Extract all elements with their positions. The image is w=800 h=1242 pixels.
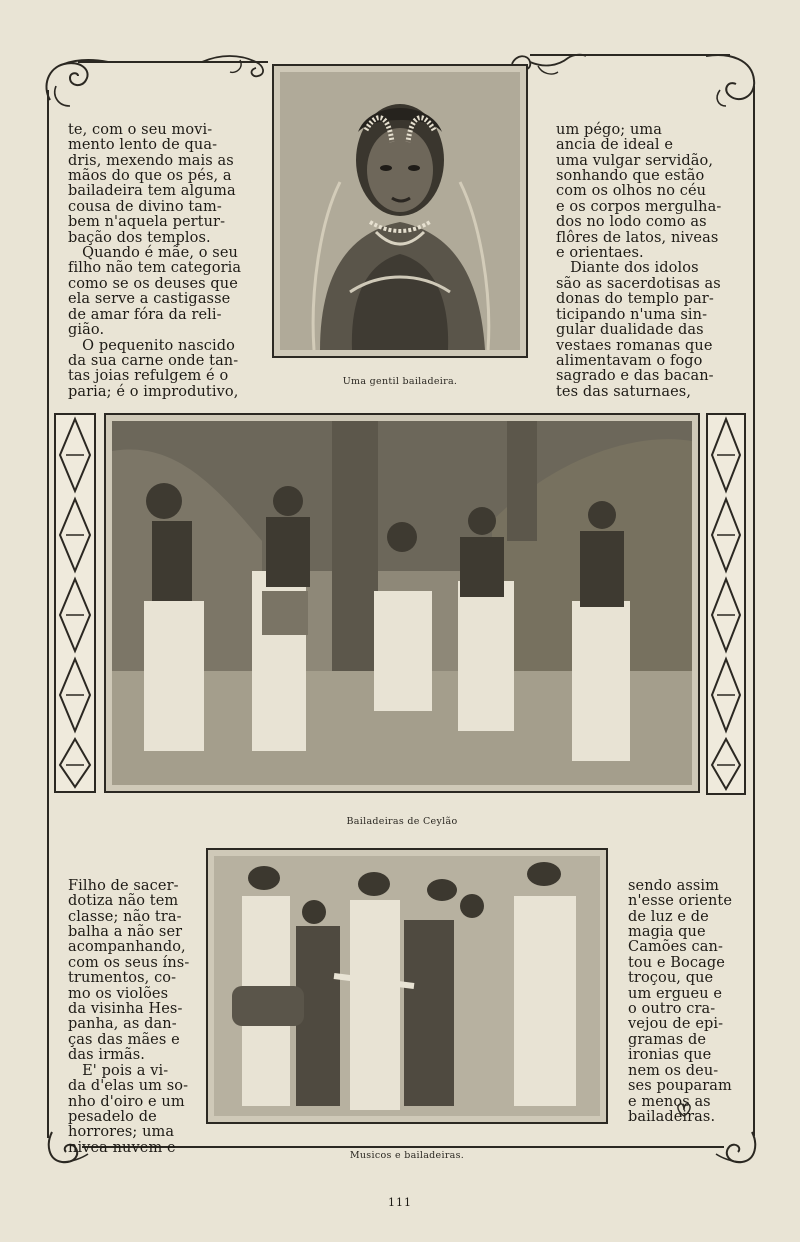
frame-left	[47, 90, 49, 1138]
text-line: bailadeiras.	[628, 1108, 716, 1125]
text-line: uma vulgar servidão,	[556, 152, 714, 169]
text-line: paria; é o improdutivo,	[68, 383, 239, 400]
text-line: Camões can-	[628, 939, 723, 956]
page-number: 111	[388, 1196, 412, 1209]
text-line: com os olhos no céu	[556, 183, 707, 200]
text-line: da sua carne onde tan-	[68, 352, 239, 369]
text-line: bailadeira tem alguma	[68, 183, 236, 200]
text-line: o outro cra-	[628, 1001, 716, 1018]
musicians-photo	[206, 848, 608, 1124]
top-left-column	[68, 92, 248, 431]
caption-top: Uma gentil bailadeira.	[342, 376, 458, 387]
text-line: nho d'oiro e um	[68, 1093, 185, 1110]
corner-ornament-top-center	[200, 52, 272, 80]
text-line: um ergueu e	[628, 985, 723, 1002]
text-line: mãos do que os pés, a	[68, 168, 232, 185]
text-line: sonhando que estão	[556, 168, 705, 185]
frame-right	[753, 86, 755, 1136]
text-line: das irmãs.	[68, 1047, 145, 1064]
text-line: E' pois a vi-	[68, 1062, 169, 1079]
text-line: classe; não tra-	[68, 908, 182, 925]
text-line: ela serve a castigasse	[68, 291, 231, 308]
text-line: trumentos, co-	[68, 970, 177, 987]
text-line: acompanhando,	[68, 939, 186, 956]
text-line: bação dos templos.	[68, 229, 211, 246]
text-line: de luz e de	[628, 908, 709, 925]
text-line: dris, mexendo mais as	[68, 152, 234, 169]
text-line: de amar fóra da reli-	[68, 306, 222, 323]
group-image	[112, 421, 692, 785]
ornament-band-left	[54, 413, 96, 793]
text-line: como se os deuses que	[68, 275, 238, 292]
text-line: mento lento de qua-	[68, 137, 218, 154]
text-line: são as sacerdotisas as	[556, 275, 721, 292]
text-line: vestaes romanas que	[556, 337, 713, 354]
group-photo-ceylon	[104, 413, 700, 793]
text-line: nivea nuvem e	[68, 1139, 176, 1156]
text-line: e menos as	[628, 1093, 711, 1110]
text-line: Diante dos idolos	[556, 260, 699, 277]
text-line: mo os violões	[68, 985, 169, 1002]
text-line: panha, as dan-	[68, 1016, 177, 1033]
text-line: Filho de sacer-	[68, 877, 179, 894]
musicians-image	[214, 856, 600, 1116]
text-line: donas do templo par-	[556, 291, 714, 308]
text-line: gular dualidade das	[556, 322, 704, 339]
text-line: ironias que	[628, 1047, 712, 1064]
text-line: ancia de ideal e	[556, 137, 674, 154]
portrait-image	[280, 72, 520, 350]
text-line: ças das mães e	[68, 1031, 180, 1048]
fleuron-ornament	[674, 1102, 694, 1118]
text-line: da d'elas um so-	[68, 1078, 189, 1095]
text-line: e os corpos mergulha-	[556, 198, 722, 215]
text-line: nem os deu-	[628, 1062, 719, 1079]
text-line: troçou, que	[628, 970, 714, 987]
text-line: com os seus íns-	[68, 954, 190, 971]
text-line: da visinha Hes-	[68, 1001, 183, 1018]
text-line: alimentavam o fogo	[556, 352, 703, 369]
text-line: te, com o seu movi-	[68, 121, 213, 138]
text-line: n'esse oriente	[628, 893, 733, 910]
text-line: O pequenito nascido	[68, 337, 235, 354]
ornament-band-right	[706, 413, 746, 795]
text-line: dos no lodo como as	[556, 214, 707, 231]
text-line: sendo assim	[628, 877, 719, 894]
text-line: magia que	[628, 924, 706, 941]
text-line: tes das saturnaes,	[556, 383, 692, 400]
bottom-left-column	[68, 848, 198, 1187]
text-line: filho não tem categoria	[68, 260, 242, 277]
text-line: gião.	[68, 322, 105, 339]
text-line: cousa de divino tam-	[68, 198, 222, 215]
text-line: tas joias refulgem é o	[68, 368, 229, 385]
text-line: dotiza não tem	[68, 893, 179, 910]
text-line: sagrado e das bacan-	[556, 368, 714, 385]
text-line: ses pouparam	[628, 1078, 732, 1095]
text-line: ticipando n'uma sin-	[556, 306, 708, 323]
text-line: flôres de latos, niveas	[556, 229, 719, 246]
text-line: e orientaes.	[556, 245, 644, 262]
text-line: gramas de	[628, 1031, 707, 1048]
portrait-photo	[272, 64, 528, 358]
caption-middle: Bailadeiras de Ceylão	[346, 816, 458, 827]
text-line: balha a não ser	[68, 924, 183, 941]
text-line: um pégo; uma	[556, 121, 662, 138]
text-line: pesadelo de	[68, 1108, 157, 1125]
text-line: bem n'aquela pertur-	[68, 214, 226, 231]
text-line: horrores; uma	[68, 1124, 175, 1141]
text-line: vejou de epi-	[628, 1016, 724, 1033]
text-line: tou e Bocage	[628, 954, 725, 971]
caption-bottom: Musicos e bailadeiras.	[349, 1150, 465, 1161]
text-line: Quando é mãe, o seu	[68, 245, 238, 262]
top-right-column	[556, 92, 736, 431]
